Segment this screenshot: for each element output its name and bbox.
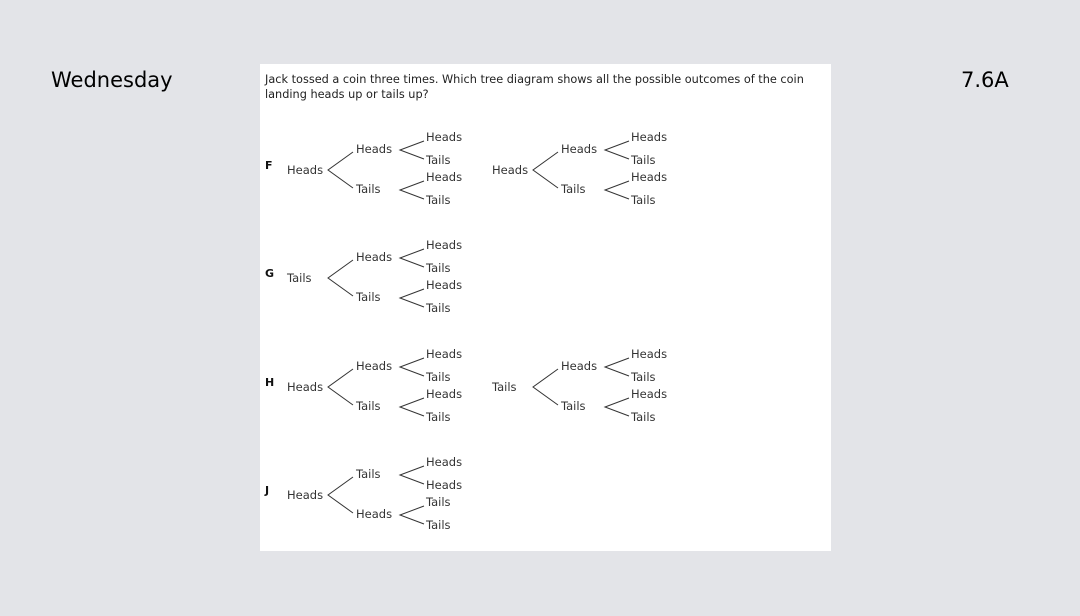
tree-branch-label: Heads [356, 250, 393, 264]
option-letter-f: F [265, 159, 273, 172]
leaf-branch-line [605, 181, 629, 199]
option-letter-h: H [265, 376, 275, 389]
tree-leaf-label: Heads [426, 387, 463, 401]
root-branch-line [328, 152, 353, 188]
tree-root-label: Heads [287, 163, 324, 177]
tree-root-label: Tails [287, 271, 312, 285]
standard-code: 7.6A [961, 68, 1009, 92]
tree-leaf-label: Tails [426, 410, 451, 424]
tree-branch-label: Heads [356, 142, 393, 156]
leaf-branch-line [605, 358, 629, 376]
tree-leaf-label: Heads [426, 170, 463, 184]
tree-root-label: Heads [287, 380, 324, 394]
day-label: Wednesday [51, 68, 173, 92]
leaf-branch-line [400, 249, 424, 267]
root-branch-line [533, 369, 558, 405]
tree-leaf-label: Tails [426, 370, 451, 384]
tree-leaf-label: Tails [426, 518, 451, 532]
tree-leaf-label: Tails [426, 153, 451, 167]
tree-leaf-label: Tails [426, 301, 451, 315]
tree-leaf-label: Heads [631, 347, 668, 361]
tree-leaf-label: Heads [426, 347, 463, 361]
leaf-branch-line [400, 466, 424, 484]
leaf-branch-line [400, 398, 424, 416]
tree-branch-label: Tails [356, 290, 381, 304]
leaf-branch-line [400, 358, 424, 376]
leaf-branch-line [400, 181, 424, 199]
tree-root-label: Heads [492, 163, 529, 177]
question-text: Jack tossed a coin three times. Which tree diagram shows all the possible outcomes of the coin landing heads up or tails up? [265, 73, 804, 101]
tree-root-label: Tails [492, 380, 517, 394]
tree-branch-label: Tails [356, 182, 381, 196]
tree-leaf-label: Tails [426, 495, 451, 509]
tree-branch-label: Tails [561, 182, 586, 196]
tree-branch-label: Tails [561, 399, 586, 413]
tree-leaf-label: Heads [426, 278, 463, 292]
tree-branch-label: Heads [561, 142, 598, 156]
leaf-branch-line [400, 289, 424, 307]
tree-branch-label: Heads [561, 359, 598, 373]
tree-branch-label: Heads [356, 507, 393, 521]
tree-leaf-label: Tails [631, 410, 656, 424]
tree-leaf-label: Tails [426, 261, 451, 275]
tree-leaf-label: Heads [426, 130, 463, 144]
leaf-branch-line [605, 141, 629, 159]
root-branch-line [328, 477, 353, 513]
leaf-branch-line [400, 506, 424, 524]
tree-leaf-label: Heads [426, 455, 463, 469]
option-letter-j: J [265, 484, 270, 497]
leaf-branch-line [605, 398, 629, 416]
root-branch-line [533, 152, 558, 188]
tree-leaf-label: Tails [426, 193, 451, 207]
tree-leaf-label: Heads [631, 170, 668, 184]
tree-branch-label: Tails [356, 399, 381, 413]
option-letter-g: G [265, 267, 275, 280]
root-branch-line [328, 260, 353, 296]
tree-branch-label: Tails [356, 467, 381, 481]
tree-diagrams [260, 64, 831, 551]
tree-leaf-label: Heads [631, 130, 668, 144]
question-sheet [260, 64, 831, 551]
leaf-branch-line [400, 141, 424, 159]
tree-leaf-label: Heads [426, 238, 463, 252]
tree-leaf-label: Heads [631, 387, 668, 401]
tree-leaf-label: Tails [631, 370, 656, 384]
root-branch-line [328, 369, 353, 405]
tree-leaf-label: Heads [426, 478, 463, 492]
tree-leaf-label: Tails [631, 153, 656, 167]
tree-branch-label: Heads [356, 359, 393, 373]
tree-root-label: Heads [287, 488, 324, 502]
tree-leaf-label: Tails [631, 193, 656, 207]
